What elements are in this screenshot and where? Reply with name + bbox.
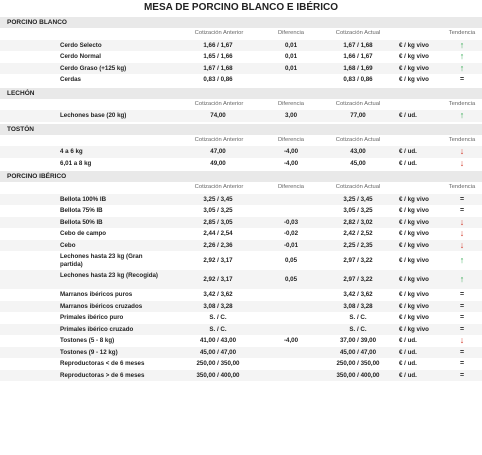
current-price: 350,00 / 400,00: [336, 371, 380, 379]
current-price: 1,66 / 1,67: [343, 53, 373, 60]
column-curr-label: Cotización Actual: [335, 136, 381, 143]
table-row: [0, 312, 482, 324]
table-row: [0, 240, 482, 252]
price-unit: € / ud.: [399, 337, 417, 344]
current-price: 37,00 / 39,00: [339, 337, 377, 344]
previous-price: 3,25 / 3,45: [203, 195, 233, 203]
previous-price: 0,83 / 0,86: [203, 76, 233, 83]
price-difference: -4,00: [283, 148, 299, 155]
column-prev-label: Cotización Anterior: [194, 136, 244, 143]
product-name: Cebo de campo: [60, 230, 107, 237]
price-unit: € / ud.: [399, 348, 417, 356]
product-name: Reproductoras > de 6 meses: [60, 371, 145, 379]
previous-price: 3,08 / 3,28: [203, 302, 233, 310]
equals-icon: =: [459, 371, 465, 379]
column-trend-label: Tendencia: [448, 184, 476, 190]
previous-price: 2,92 / 3,17: [203, 257, 233, 264]
section-header: LECHÓN: [0, 88, 482, 99]
equals-icon: =: [459, 302, 465, 310]
previous-price: 74,00: [210, 112, 226, 119]
product-name: Cerdo Graso (+125 kg): [60, 64, 127, 72]
previous-price: 49,00: [210, 159, 226, 167]
column-prev-label: Cotización Anterior: [194, 184, 244, 190]
equals-icon: =: [459, 207, 465, 214]
column-trend-label: Tendencia: [448, 30, 476, 36]
table-row: [0, 63, 482, 75]
product-name: Marranos ibéricos cruzados: [60, 302, 143, 310]
current-price: 2,97 / 3,22: [343, 257, 373, 264]
price-unit: € / kg vivo: [399, 276, 429, 283]
price-unit: € / kg vivo: [399, 53, 429, 60]
product-name: Cebo: [60, 241, 76, 249]
product-name: Tostones (9 - 12 kg): [60, 348, 118, 356]
table-row: [0, 205, 482, 217]
arrow-up-icon: ↑: [459, 255, 465, 265]
price-difference: 0,05: [284, 257, 298, 264]
column-header-row: [0, 99, 482, 111]
product-name: Lechones hasta 23 kg (Recogida): [60, 272, 158, 279]
current-price: 0,83 / 0,86: [343, 76, 373, 83]
table-row: [0, 335, 482, 347]
sections-container: [0, 17, 482, 381]
product-name: Bellota 100% IB: [60, 195, 107, 203]
previous-price: 2,92 / 3,17: [203, 276, 233, 283]
current-price: 43,00: [350, 148, 366, 155]
previous-price: 2,26 / 2,36: [203, 241, 233, 249]
price-unit: € / kg vivo: [399, 291, 429, 298]
section-header: PORCINO BLANCO: [0, 17, 482, 28]
price-unit: € / ud.: [399, 360, 417, 367]
equals-icon: =: [459, 195, 465, 203]
price-unit: € / kg vivo: [399, 302, 429, 310]
section-header: TOSTÓN: [0, 124, 482, 135]
arrow-up-icon: ↑: [459, 110, 465, 120]
table-row: [0, 146, 482, 158]
previous-price: 41,00 / 43,00: [199, 337, 237, 344]
table-row: [0, 110, 482, 122]
table-row: [0, 158, 482, 170]
previous-price: 1,65 / 1,66: [203, 53, 233, 60]
column-diff-label: Diferencia: [277, 184, 305, 190]
price-unit: € / kg vivo: [399, 257, 429, 264]
arrow-down-icon: ↓: [459, 335, 465, 345]
column-prev-label: Cotización Anterior: [194, 30, 244, 36]
previous-price: 250,00 / 350,00: [196, 360, 240, 367]
column-header-row: [0, 135, 482, 147]
product-name: Cerdo Selecto: [60, 41, 102, 49]
product-name: Tostones (5 - 8 kg): [60, 337, 115, 344]
price-unit: € / kg vivo: [399, 230, 429, 237]
price-difference: 0,01: [284, 53, 298, 60]
previous-price: 45,00 / 47,00: [199, 348, 237, 356]
equals-icon: =: [459, 348, 465, 356]
column-trend-label: Tendencia: [448, 100, 476, 107]
previous-price: 3,42 / 3,62: [203, 291, 233, 298]
column-diff-label: Diferencia: [277, 136, 305, 143]
column-header-row: [0, 28, 482, 40]
equals-icon: =: [459, 314, 465, 321]
column-curr-label: Cotización Actual: [335, 100, 381, 107]
arrow-up-icon: ↑: [459, 39, 465, 50]
page-title: MESA DE PORCINO BLANCO E IBÉRICO: [143, 2, 339, 13]
table-row: [0, 194, 482, 206]
equals-icon: =: [459, 291, 465, 298]
current-price: 2,97 / 3,22: [343, 276, 373, 283]
price-difference: -4,00: [283, 337, 299, 344]
current-price: 2,42 / 2,52: [343, 230, 373, 237]
price-unit: € / kg vivo: [399, 195, 429, 203]
previous-price: 2,44 / 2,54: [203, 230, 233, 237]
column-diff-label: Diferencia: [277, 30, 305, 36]
price-difference: 3,00: [284, 112, 298, 119]
price-difference: -4,00: [283, 159, 299, 167]
product-name: Cerdo Normal: [60, 53, 101, 60]
price-unit: € / kg vivo: [399, 64, 429, 72]
table-row: [0, 347, 482, 359]
column-trend-label: Tendencia: [448, 136, 476, 143]
arrow-down-icon: ↓: [459, 239, 465, 250]
column-curr-label: Cotización Actual: [335, 30, 381, 36]
product-name: Lechones hasta 23 kg (Gran partida): [60, 253, 143, 268]
table-row: [0, 324, 482, 336]
product-name: 4 a 6 kg: [60, 148, 83, 155]
product-name: Lechones base (20 kg): [60, 112, 127, 119]
previous-price: S. / C.: [209, 314, 227, 321]
product-name: Primales ibérico cruzado: [60, 325, 134, 333]
price-unit: € / ud.: [399, 148, 417, 155]
price-unit: € / kg vivo: [399, 314, 429, 321]
price-unit: € / kg vivo: [399, 207, 429, 214]
previous-price: 3,05 / 3,25: [203, 207, 233, 214]
current-price: 3,25 / 3,45: [343, 195, 373, 203]
price-difference: 0,01: [284, 64, 298, 72]
previous-price: 1,66 / 1,67: [203, 41, 233, 49]
table-row: [0, 301, 482, 313]
price-difference: -0,01: [283, 241, 299, 249]
previous-price: 350,00 / 400,00: [196, 371, 240, 379]
price-difference: -0,03: [283, 218, 299, 226]
equals-icon: =: [459, 325, 465, 333]
price-unit: € / ud.: [399, 371, 417, 379]
price-unit: € / ud.: [399, 159, 417, 167]
previous-price: 2,85 / 3,05: [203, 218, 233, 226]
arrow-up-icon: ↑: [459, 62, 465, 73]
product-name: Bellota 50% IB: [60, 218, 103, 226]
table-row: [0, 370, 482, 382]
product-name: Bellota 75% IB: [60, 207, 103, 214]
current-price: 3,05 / 3,25: [343, 207, 373, 214]
table-row: [0, 217, 482, 229]
equals-icon: =: [459, 76, 465, 83]
current-price: 2,82 / 3,02: [343, 218, 373, 226]
column-curr-label: Cotización Actual: [335, 184, 381, 190]
arrow-down-icon: ↓: [459, 216, 465, 227]
current-price: 45,00: [350, 159, 366, 167]
table-row: [0, 270, 482, 289]
price-difference: 0,05: [284, 276, 298, 283]
price-unit: € / kg vivo: [399, 218, 429, 226]
product-name: Cerdas: [60, 76, 81, 83]
price-difference: 0,01: [284, 41, 298, 49]
table-row: [0, 358, 482, 370]
arrow-down-icon: ↓: [459, 228, 465, 238]
price-unit: € / ud.: [399, 112, 417, 119]
equals-icon: =: [459, 360, 465, 367]
price-unit: € / kg vivo: [399, 241, 429, 249]
arrow-up-icon: ↑: [459, 51, 465, 61]
column-diff-label: Diferencia: [277, 100, 305, 107]
product-name: Primales ibérico puro: [60, 314, 124, 321]
product-name: Marranos ibéricos puros: [60, 291, 133, 298]
column-prev-label: Cotización Anterior: [194, 100, 244, 107]
current-price: 77,00: [350, 112, 366, 119]
price-unit: € / kg vivo: [399, 325, 429, 333]
current-price: 45,00 / 47,00: [339, 348, 377, 356]
table-row: [0, 228, 482, 240]
current-price: 250,00 / 350,00: [336, 360, 380, 367]
current-price: 3,42 / 3,62: [343, 291, 373, 298]
table-row: [0, 40, 482, 52]
previous-price: 47,00: [210, 148, 226, 155]
current-price: S. / C.: [349, 314, 367, 321]
arrow-up-icon: ↑: [459, 274, 465, 284]
table-row: [0, 251, 482, 270]
current-price: 1,67 / 1,68: [343, 41, 373, 49]
current-price: 2,25 / 2,35: [343, 241, 373, 249]
table-row: [0, 51, 482, 63]
arrow-down-icon: ↓: [459, 157, 465, 168]
current-price: S. / C.: [349, 325, 367, 333]
table-row: [0, 74, 482, 86]
product-name: 6,01 a 8 kg: [60, 159, 92, 167]
price-unit: € / kg vivo: [399, 76, 429, 83]
section-header: PORCINO IBÉRICO: [0, 171, 482, 182]
previous-price: 1,67 / 1,68: [203, 64, 233, 72]
arrow-down-icon: ↓: [459, 146, 465, 156]
table-row: [0, 289, 482, 301]
column-header-row: [0, 182, 482, 194]
current-price: 3,08 / 3,28: [343, 302, 373, 310]
price-unit: € / kg vivo: [399, 41, 429, 49]
product-name: Reproductoras < de 6 meses: [60, 360, 145, 367]
previous-price: S. / C.: [209, 325, 227, 333]
current-price: 1,68 / 1,69: [343, 64, 373, 72]
price-difference: -0,02: [283, 230, 299, 237]
